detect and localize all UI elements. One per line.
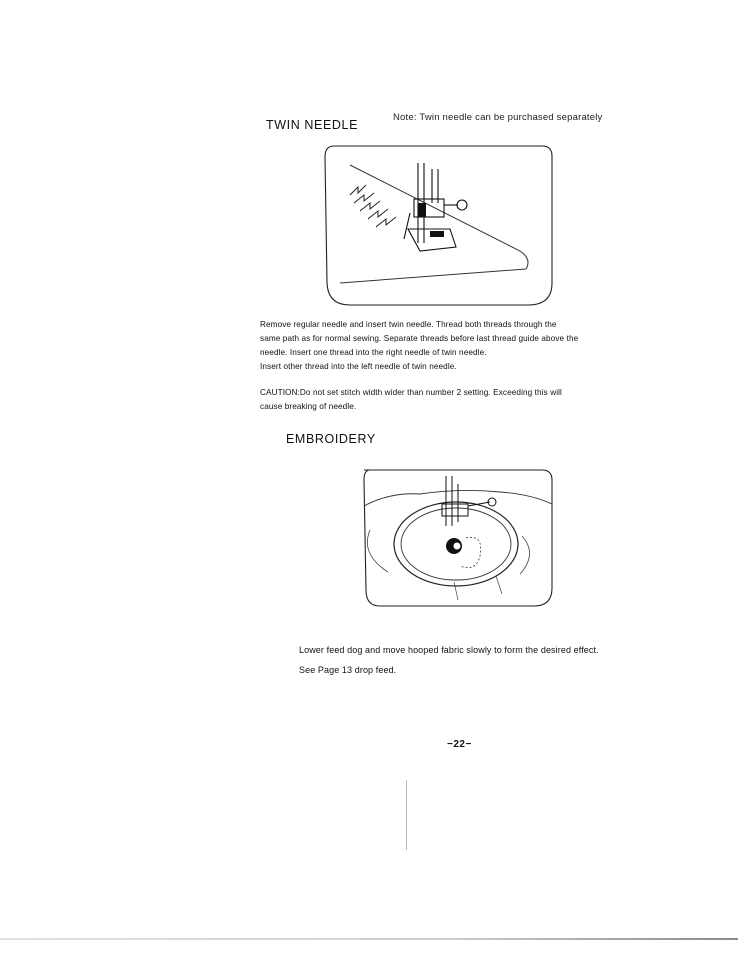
twin-needle-illustration: [320, 143, 556, 308]
caution-line: cause breaking of needle.: [260, 402, 357, 411]
twin-needle-note: Note: Twin needle can be purchased separately: [393, 112, 603, 123]
caution-line: CAUTION:Do not set stitch width wider than number 2 setting. Exceeding this will: [260, 388, 562, 397]
instruction-line: Remove regular needle and insert twin needle. Thread both threads through the: [260, 320, 557, 329]
instruction-line: Insert other thread into the left needle of twin needle.: [260, 362, 457, 371]
embroidery-heading: EMBROIDERY: [286, 432, 376, 446]
footer-rule: [0, 938, 738, 940]
instruction-line: See Page 13 drop feed.: [299, 665, 397, 675]
scan-mark: [406, 780, 407, 850]
twin-needle-caution: [260, 386, 562, 414]
embroidery-illustration: [350, 464, 556, 608]
twin-needle-instructions: [260, 318, 578, 374]
page-number: −22−: [447, 739, 472, 750]
instruction-line: needle. Insert one thread into the right needle of twin needle.: [260, 348, 487, 357]
twin-needle-heading: TWIN NEEDLE: [266, 118, 359, 132]
instruction-line: Lower feed dog and move hooped fabric slowly to form the desired effect.: [299, 645, 599, 655]
instruction-line: same path as for normal sewing. Separate threads before last thread guide above the: [260, 334, 579, 343]
embroidery-instructions: [299, 640, 599, 680]
